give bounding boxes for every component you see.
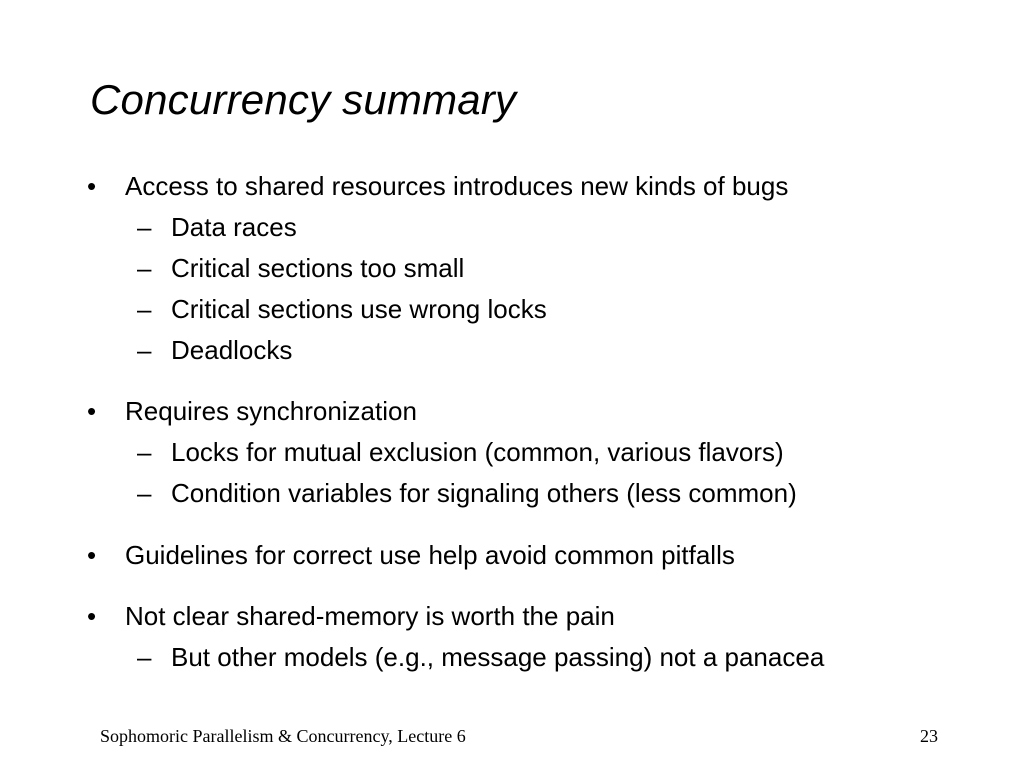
sub-bullet-item — [137, 641, 825, 673]
bullet-item — [87, 395, 417, 427]
sub-bullet-text: Deadlocks — [171, 335, 293, 365]
bullet-marker: • — [87, 601, 97, 631]
bullet-marker: • — [87, 171, 97, 201]
dash-marker: – — [137, 212, 152, 242]
sub-bullet-text: But other models (e.g., message passing) not a panacea — [171, 642, 825, 672]
dash-marker: – — [137, 335, 152, 365]
sub-bullet-text: Condition variables for signaling others (less common) — [171, 478, 797, 508]
sub-bullet-text: Critical sections too small — [171, 253, 465, 283]
dash-marker: – — [137, 253, 152, 283]
bullet-item — [87, 170, 789, 202]
sub-bullet-text: Data races — [171, 212, 297, 242]
bullet-item — [87, 600, 615, 632]
bullet-text: Not clear shared-memory is worth the pain — [125, 601, 615, 631]
footer-page-number: 23 — [920, 726, 938, 746]
sub-bullet-item — [137, 477, 797, 509]
dash-marker: – — [137, 437, 152, 467]
dash-marker: – — [137, 642, 152, 672]
bullet-marker: • — [87, 396, 97, 426]
bullet-text: Guidelines for correct use help avoid common pitfalls — [125, 540, 735, 570]
dash-marker: – — [137, 294, 152, 324]
sub-bullet-item — [137, 293, 547, 325]
sub-bullet-item — [137, 436, 784, 468]
sub-bullet-item — [137, 211, 297, 243]
dash-marker: – — [137, 478, 152, 508]
sub-bullet-item — [137, 334, 293, 366]
sub-bullet-item — [137, 252, 465, 284]
bullet-text: Access to shared resources introduces new kinds of bugs — [125, 171, 789, 201]
bullet-text: Requires synchronization — [125, 396, 417, 426]
sub-bullet-text: Locks for mutual exclusion (common, various flavors) — [171, 437, 784, 467]
footer-course-label: Sophomoric Parallelism & Concurrency, Lecture 6 — [100, 726, 466, 746]
bullet-item — [87, 539, 735, 571]
bullet-marker: • — [87, 540, 97, 570]
sub-bullet-text: Critical sections use wrong locks — [171, 294, 547, 324]
slide-title: Concurrency summary — [90, 76, 517, 123]
